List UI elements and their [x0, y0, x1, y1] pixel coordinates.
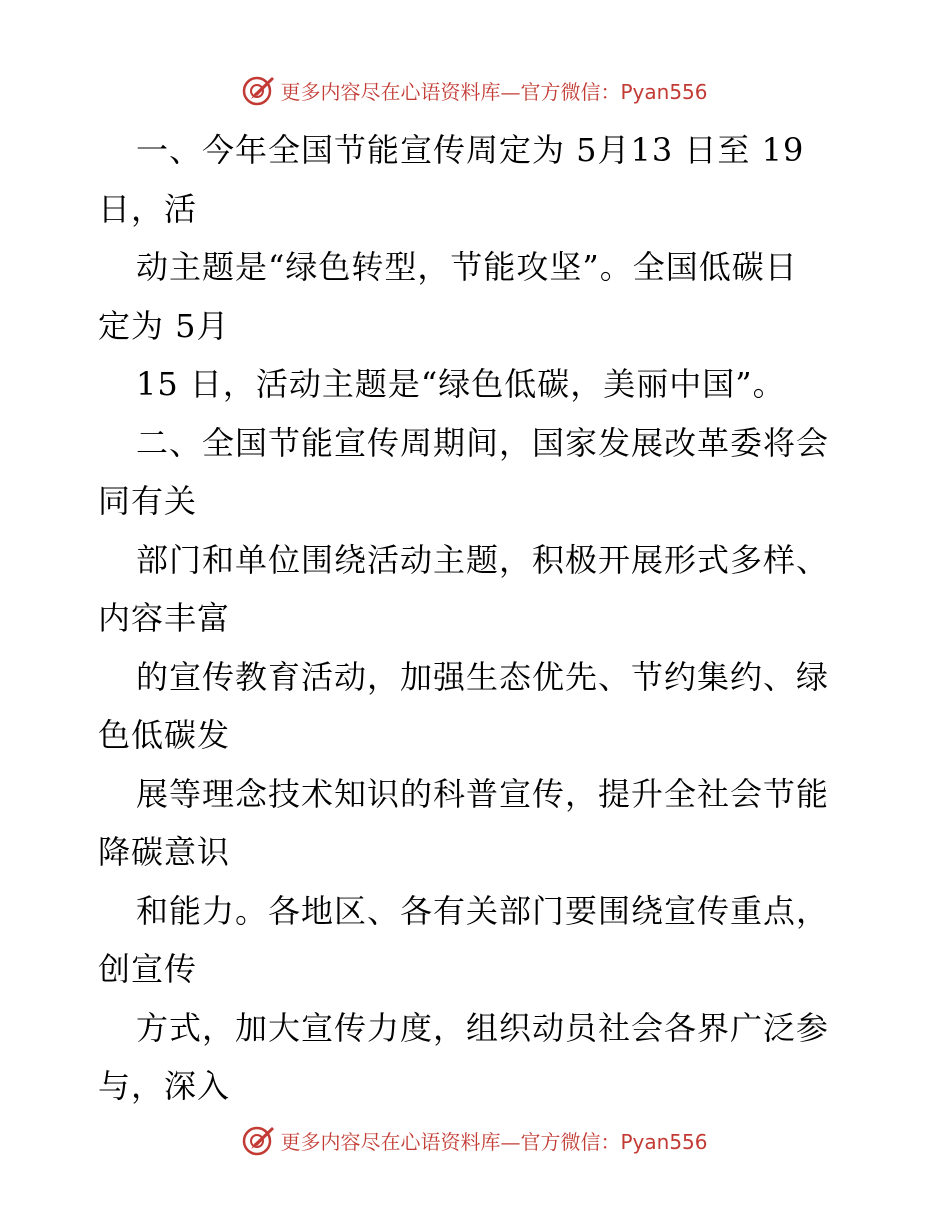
text-line: 同有关: [98, 482, 198, 520]
document-body: [98, 121, 878, 1116]
header-banner: [0, 70, 950, 110]
text-line: 降碳意识: [98, 833, 231, 871]
text-line: 内容丰富: [98, 599, 231, 637]
banner-official-label: 官方微信：: [520, 79, 621, 104]
text-line: 和能力。各地区、各有关部门要围绕宣传重点，: [136, 891, 830, 930]
text-line: 方式，加大宣传力度，组织动员社会各界广泛参: [136, 1008, 830, 1047]
quill-seal-icon: [242, 1123, 276, 1157]
text-line: 15 日，活动主题是“绿色低碳，美丽中国”。: [136, 365, 786, 403]
banner-wechat-id: Pyan556: [620, 79, 708, 104]
text-line: 一、今年全国节能宣传周定为 5月13 日至 19: [136, 131, 805, 169]
text-line: 动主题是“绿色转型，节能攻坚”。全国低碳日: [136, 248, 798, 286]
banner-text: [280, 1126, 707, 1155]
text-line: 创宣传: [98, 950, 198, 988]
footer-banner: [0, 1120, 950, 1160]
banner-brand: 更多内容尽在心语资料库: [280, 79, 501, 104]
banner-brand: 更多内容尽在心语资料库: [280, 1129, 501, 1154]
banner-text: [280, 76, 707, 105]
banner-separator: —: [500, 1129, 521, 1154]
text-line: 日，活: [98, 189, 198, 228]
text-line: 展等理念技术知识的科普宣传，提升全社会节能: [136, 774, 830, 813]
text-line: 二、全国节能宣传周期间，国家发展改革委将会: [136, 423, 830, 462]
text-line: 定为 5月: [98, 306, 230, 345]
quill-seal-icon: [242, 73, 276, 107]
banner-official-label: 官方微信：: [520, 1129, 621, 1154]
text-line: 部门和单位围绕活动主题，积极开展形式多样、: [136, 540, 830, 579]
text-line: 与，深入: [98, 1067, 231, 1105]
text-line: 色低碳发: [98, 716, 231, 754]
text-line: 的宣传教育活动，加强生态优先、节约集约、绿: [136, 657, 830, 696]
banner-separator: —: [500, 79, 521, 104]
banner-wechat-id: Pyan556: [620, 1129, 708, 1154]
